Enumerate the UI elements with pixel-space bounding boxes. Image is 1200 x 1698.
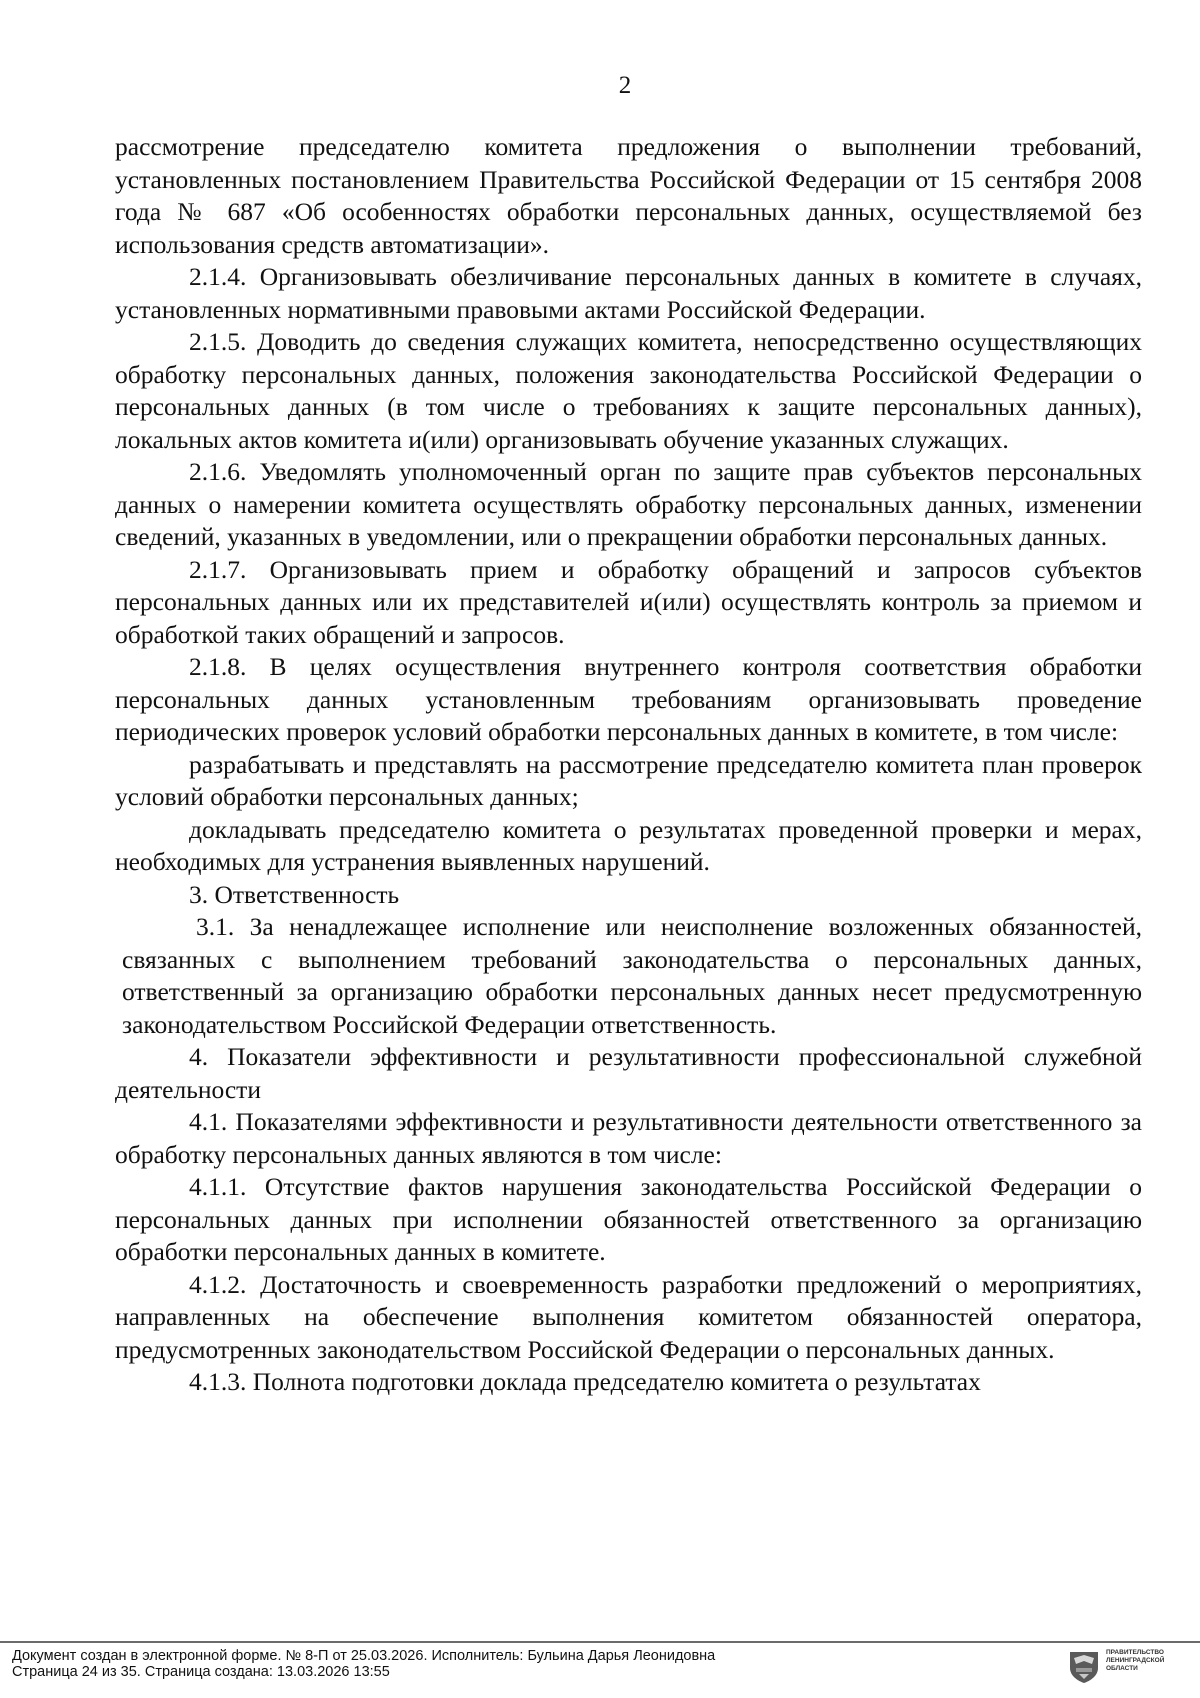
paragraph-4-1-1: 4.1.1. Отсутствие фактов нарушения законодательства Российской Федерации о персональных данных при исполнении обязанностей ответственного за организацию обработки персональных данных в комитете. xyxy=(115,1172,1142,1266)
paragraph-report: докладывать председателю комитета о результатах проведенной проверки и мерах, необходимых для устранения выявленных нарушений. xyxy=(115,814,1142,876)
document-body xyxy=(115,131,1142,1399)
paragraph-4-1-3: 4.1.3. Полнота подготовки доклада председателю комитета о результатах xyxy=(189,1367,981,1396)
paragraph-continuation: рассмотрение председателю комитета предложения о выполнении требований, установленных постановлением Правительства Российской Федерации от 15 сентября 2008 года № 687 «Об особенностях обработки персональных данных, осуществляемой без использования средств автоматизации». xyxy=(115,132,1142,259)
footer-info xyxy=(12,1648,715,1680)
section-heading-4: 4. Показатели эффективности и результативности профессиональной служебной деятельности xyxy=(115,1042,1142,1104)
footer-page-line: Страница 24 из 35. Страница создана: 13.03.2026 13:55 xyxy=(12,1664,390,1680)
paragraph-4-1-2: 4.1.2. Достаточность и своевременность разработки предложений о мероприятиях, направленных на обеспечение выполнения комитетом обязанностей оператора, предусмотренных законодательством Российской Федерации о персональных данных. xyxy=(115,1269,1142,1364)
paragraph-2-1-5: 2.1.5. Доводить до сведения служащих комитета, непосредственно осуществляющих обработку персональных данных, положения законодательства Российской Федерации о персональных данных (в том числе о требованиях к защите персональных данных), локальных актов комитета и(или) организовывать обучение указанных служащих. xyxy=(115,327,1142,454)
section-heading-3: 3. Ответственность xyxy=(189,879,400,909)
paragraph-2-1-6: 2.1.6. Уведомлять уполномоченный орган по защите прав субъектов персональных данных о намерении комитета осуществлять обработку персональных данных, изменении сведений, указанных в уведомлении, или о прекращении обработки персональных данных. xyxy=(115,457,1142,551)
paragraph-2-1-4: 2.1.4. Организовывать обезличивание персональных данных в комитете в случаях, установленных нормативными правовыми актами Российской Федерации. xyxy=(115,262,1142,324)
paragraph-2-1-8: 2.1.8. В целях осуществления внутреннего контроля соответствия обработки персональных данных установленным требованиям организовывать проведение периодических проверок условий обработки персональных данных в комитете, в том числе: xyxy=(115,652,1142,746)
coat-of-arms-icon xyxy=(1068,1650,1100,1684)
government-logo xyxy=(1068,1647,1198,1691)
paragraph-3-1: 3.1. За ненадлежащее исполнение или неисполнение возложенных обязанностей, связанных с выполнением требований законодательства о персональных данных, ответственный за организацию обработки персональных данных несет предусмотренную законодательством Российской Федерации ответственность. xyxy=(122,912,1142,1039)
footer-divider xyxy=(0,1641,1200,1643)
logo-caption: ПРАВИТЕЛЬСТВО ЛЕНИНГРАДСКОЙ ОБЛАСТИ xyxy=(1106,1649,1165,1672)
paragraph-2-1-7: 2.1.7. Организовывать прием и обработку обращений и запросов субъектов персональных данных или их представителей и(или) осуществлять контроль за приемом и обработкой таких обращений и запросов. xyxy=(115,554,1142,649)
paragraph-plan: разрабатывать и представлять на рассмотрение председателю комитета план проверок условий обработки персональных данных; xyxy=(115,749,1142,811)
page-number: 2 xyxy=(618,72,632,99)
footer-document-line: Документ создан в электронной форме. № 8-П от 25.03.2026. Исполнитель: Бульина Дарья Леонидовна xyxy=(12,1648,716,1664)
paragraph-4-1: 4.1. Показателями эффективности и результативности деятельности ответственного за обработку персональных данных являются в том числе: xyxy=(115,1107,1142,1169)
